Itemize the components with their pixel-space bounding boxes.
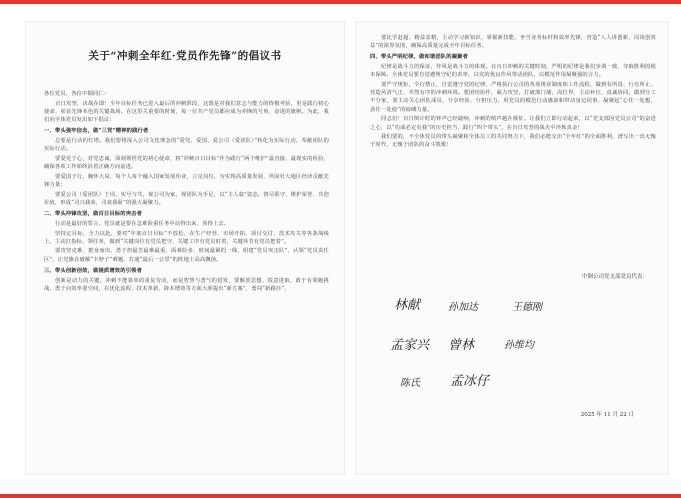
paragraph: 要爱国于行，胸怀大局，每个人每个融入国家发展伟业，立足岗位，为实现高质量发展、巩固壮大地区经济贡献先锋力量； xyxy=(44,173,329,189)
right-page xyxy=(356,22,668,474)
paragraph: 要严守规矩，令行禁止，自觉遵守党的纪律，严格执行公司的各项规章制度和工作流程，做到有所畏、行有所止，营造风清气正、井然有序的冲刺环境。要团结协作，凝力攻坚，打破部门墙，岗位界，主动补位、真诚协同，做到分工不分家，要主动关心团队成员，分享经验、分担压力，用党员的模范行动感染和带动身边同事，凝聚起“心往一处想，劲往一处使”的磅礴力量。 xyxy=(370,82,656,113)
section-heading-1: 一、带头强牢信念，做“三党”精神的践行者 xyxy=(44,128,149,135)
left-page xyxy=(26,22,344,474)
closing-paragraph: 同志们！百日倒计时的钟声已经敲响，冲刺的哨声越在催征。让我们立即行动起来，以“党支部因党员公司”的奋进之心，以“功成必定有我”的历史担当，践行“四个带头”，在百日攻坚的战火中淬炼真金！ xyxy=(370,116,656,131)
signing-unit: 中铜公司党支部党员代表： xyxy=(581,274,648,280)
signature: 王德刚 xyxy=(512,302,542,313)
signature: 陈氏 xyxy=(400,378,420,389)
paragraph: 要爱公司（爱团队）于岗，实号与共，视公司为家，视团队为手足，以“主人翁”姿态，恪尽职守、维护荣誉、共创价值，形成“司兴我荣，司衰我耻”的强大凝聚力。 xyxy=(44,191,329,206)
intro-paragraph: 百日攻坚，决战在即！全年目标任务已进入最后的冲刺阶段，这既是对我们意志与能力的终极考验，更是践行初心使命、彰显先锋本色的关键战场。在这里关重要的时刻，每一位共产党员都应成为冲锋的号角、奋进的旗帜。为此，我们向全体党员发出如下倡议： xyxy=(44,100,329,124)
paragraph: 要比学赶超、精益求精，主动学习新知识、掌握新技能，争当业务标杆和效率先锋，营造“人人讲创新、岗岗创效益”的浓厚氛围，确保高质量完成全年目标任务。 xyxy=(370,35,656,50)
greeting: 各位党员、各位中铜同仁： xyxy=(44,91,110,97)
signatures xyxy=(356,22,668,474)
paragraph: 要爱党于心，对党忠诚，深刻领悟党的初心使命，将“冲刺百日目标”作为践行“两个维护”最直接、最现实的检验，确保各项工作始终沿着正确方向前进。 xyxy=(44,155,329,171)
section-heading-4: 四、带头严明纪律，做和谐团队的凝聚者 xyxy=(370,54,469,61)
bottom-red-bar xyxy=(0,494,681,498)
top-red-bar xyxy=(0,0,681,4)
signature: 孙维均 xyxy=(504,340,534,351)
document-date: 2025 年 11 月 22 日 xyxy=(580,412,634,418)
signature: 孙加达 xyxy=(448,302,478,313)
paragraph: 纪律是战斗力的保证，作风是战斗力的体现。在百日冲刺的关键时刻，严明的纪律是我们步调一致、夺取胜利的根本保障。全体党员要自觉遵规守纪的表率，以党的优良作风带动团队，以模范作用凝聚强的合力。 xyxy=(370,64,656,79)
paragraph: 总要是行动的灯塔。我们要将深入公司文化理念的“爱党、爱国、爱公司（爱团队）”转化为实际行动，奉献团队的实际行动。 xyxy=(44,138,329,153)
signature: 曾林 xyxy=(448,338,475,353)
section-heading-3: 三、带头创新创效，做提质增效的引领者 xyxy=(44,267,143,274)
section-heading-2: 二、带头冲锋攻坚，做百日目标的突击者 xyxy=(44,211,143,218)
document-title: 关于“冲刺全年红·党员作先锋”的倡议书 xyxy=(88,50,282,62)
signature: 林献 xyxy=(394,298,421,313)
signature: 孟家兴 xyxy=(390,338,430,353)
left-body xyxy=(44,90,329,294)
signature: 孟冰仔 xyxy=(450,374,490,389)
paragraph: 要攻坚克难，挺身而出，勇于担最苦最难最重，面难险多、时间最紧的一线，组建“党员突击队”，认领“党员责任区”，让党旗在破解“卡脖子”难题、打通“最后一公里”的阵地上高高飘扬。 xyxy=(44,248,329,263)
closing-paragraph: 我们要的，不全体党员的带头凝聚和全体员工的共同努力下，我们必能交出“全年红”的全面胜利，谱写出一出无愧于时代、无愧于团队的奋斗凯歌！ xyxy=(370,134,656,149)
paragraph: 坚持定目标，全力以赴，要对“年度百日目标”不放松，在生产经营、市场开拓、项目交付、技术攻关等各条战线上，主动扛指标、领任务，做到“关键岗位有党员把守，关键工序有党员盯着，关键环节有党员把着”。 xyxy=(44,230,329,245)
paragraph: 行动是最好的誓言，党员就是要在急难险重任务中站得出来、顶得上去。 xyxy=(55,220,230,227)
paragraph: 创新是动力的关键，冲刺不能靠单的重复劳动，而是智慧与勇气的进发，要解放思想、锐意进取，敢于有领跑挑战，勇于向效率要空间，在优化流程、技术革新、降本增效等方面大胆提出“新方案”，勇闯“新路径”， xyxy=(44,277,329,292)
